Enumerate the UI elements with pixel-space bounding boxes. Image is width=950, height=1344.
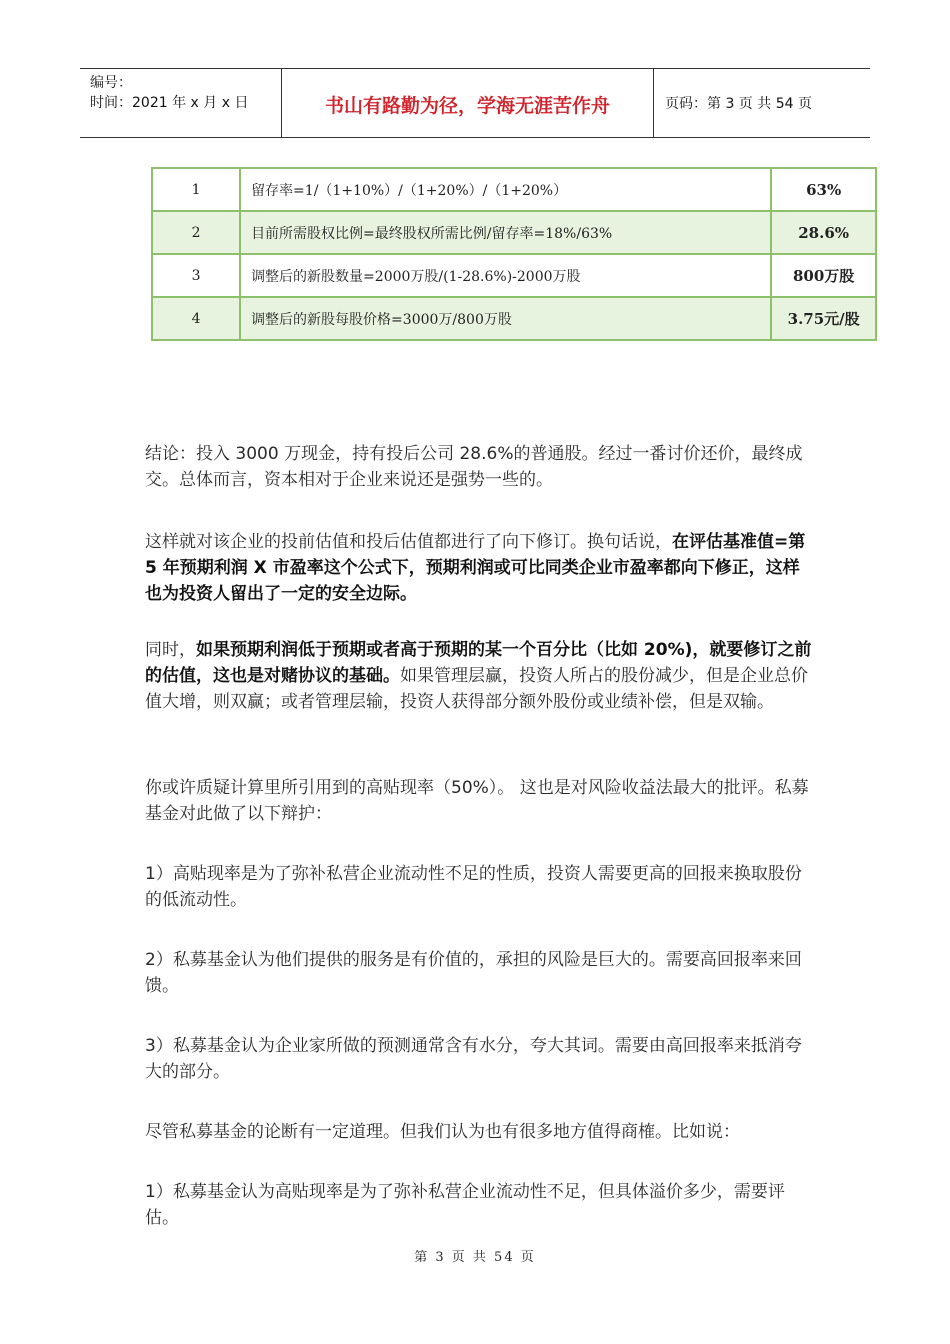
header-number-label: 编号： — [90, 75, 132, 91]
valuation-adjustment-paragraph — [145, 637, 815, 715]
header-meta — [90, 73, 248, 113]
header-page-info: 页码：第 3 页 共 54 页 — [665, 96, 812, 112]
row-index: 1 — [152, 168, 240, 211]
row-result: 800万股 — [771, 254, 876, 297]
row-result: 28.6% — [771, 211, 876, 254]
paragraph-emphasis: 在评估基准值=第 5 年预期利润 X 市盈率这个公式下，预期利润或可比同类企业市盈率都向下修正，这样也为投资人留出了一定的安全边际。 — [145, 532, 806, 604]
argument-item: 2）私募基金认为他们提供的服务是有价值的，承担的风险是巨大的。需要高回报率来回馈。 — [145, 950, 802, 996]
row-formula: 调整后的新股每股价格=3000万/800万股 — [240, 297, 771, 340]
row-result: 63% — [771, 168, 876, 211]
discount-rate-paragraph: 你或许质疑计算里所引用到的高贴现率（50%）。 这也是对风险收益法最大的批评。私募基金对此做了以下辩护： — [145, 778, 809, 824]
rebuttal-intro-paragraph: 尽管私募基金的论断有一定道理。但我们认为也有很多地方值得商榷。比如说： — [145, 1122, 740, 1142]
paragraph-text: 同时， — [145, 640, 196, 660]
table-row — [152, 211, 876, 254]
row-formula: 调整后的新股数量=2000万股/(1-28.6%)-2000万股 — [240, 254, 771, 297]
row-index: 4 — [152, 297, 240, 340]
calculation-table — [151, 167, 877, 341]
row-result: 3.75元/股 — [771, 297, 876, 340]
page-header — [80, 68, 870, 138]
row-formula: 目前所需股权比例=最终股权所需比例/留存率=18%/63% — [240, 211, 771, 254]
table-row — [152, 297, 876, 340]
header-time-label: 时间：2021 年 x 月 x 日 — [90, 95, 249, 111]
paragraph-text: 如果管理层赢，投资人所占的股份减少，但是企业总价值大增，则双赢；或者管理层输，投资人获得部分额外股份或业绩补偿，但是双输。 — [145, 666, 808, 712]
header-divider — [653, 69, 654, 137]
page-footer: 第 3 页 共 54 页 — [414, 1250, 536, 1265]
paragraph-text: 这样就对该企业的投前估值和投后估值都进行了向下修订。换句话说， — [145, 532, 672, 552]
row-index: 2 — [152, 211, 240, 254]
header-motto: 书山有路勤为径，学海无涯苦作舟 — [324, 95, 610, 117]
argument-item: 1）高贴现率是为了弥补私营企业流动性不足的性质，投资人需要更高的回报来换取股份的低流动性。 — [145, 864, 802, 910]
row-index: 3 — [152, 254, 240, 297]
revision-paragraph — [145, 529, 815, 607]
rebuttal-item: 1）私募基金认为高贴现率是为了弥补私营企业流动性不足，但具体溢价多少，需要评估。 — [145, 1182, 785, 1228]
paragraph-emphasis: 如果预期利润低于预期或者高于预期的某一个百分比（比如 20%)，就要修订之前的估值，这也是对赌协议的基础。 — [145, 640, 812, 686]
table-row — [152, 254, 876, 297]
row-formula: 留存率=1/（1+10%）/（1+20%）/（1+20%） — [240, 168, 771, 211]
conclusion-paragraph: 结论：投入 3000 万现金，持有投后公司 28.6%的普通股。经过一番讨价还价，最终成交。总体而言，资本相对于企业来说还是强势一些的。 — [145, 444, 803, 490]
argument-item: 3）私募基金认为企业家所做的预测通常含有水分，夸大其词。需要由高回报率来抵消夸大的部分。 — [145, 1036, 802, 1082]
table-row — [152, 168, 876, 211]
